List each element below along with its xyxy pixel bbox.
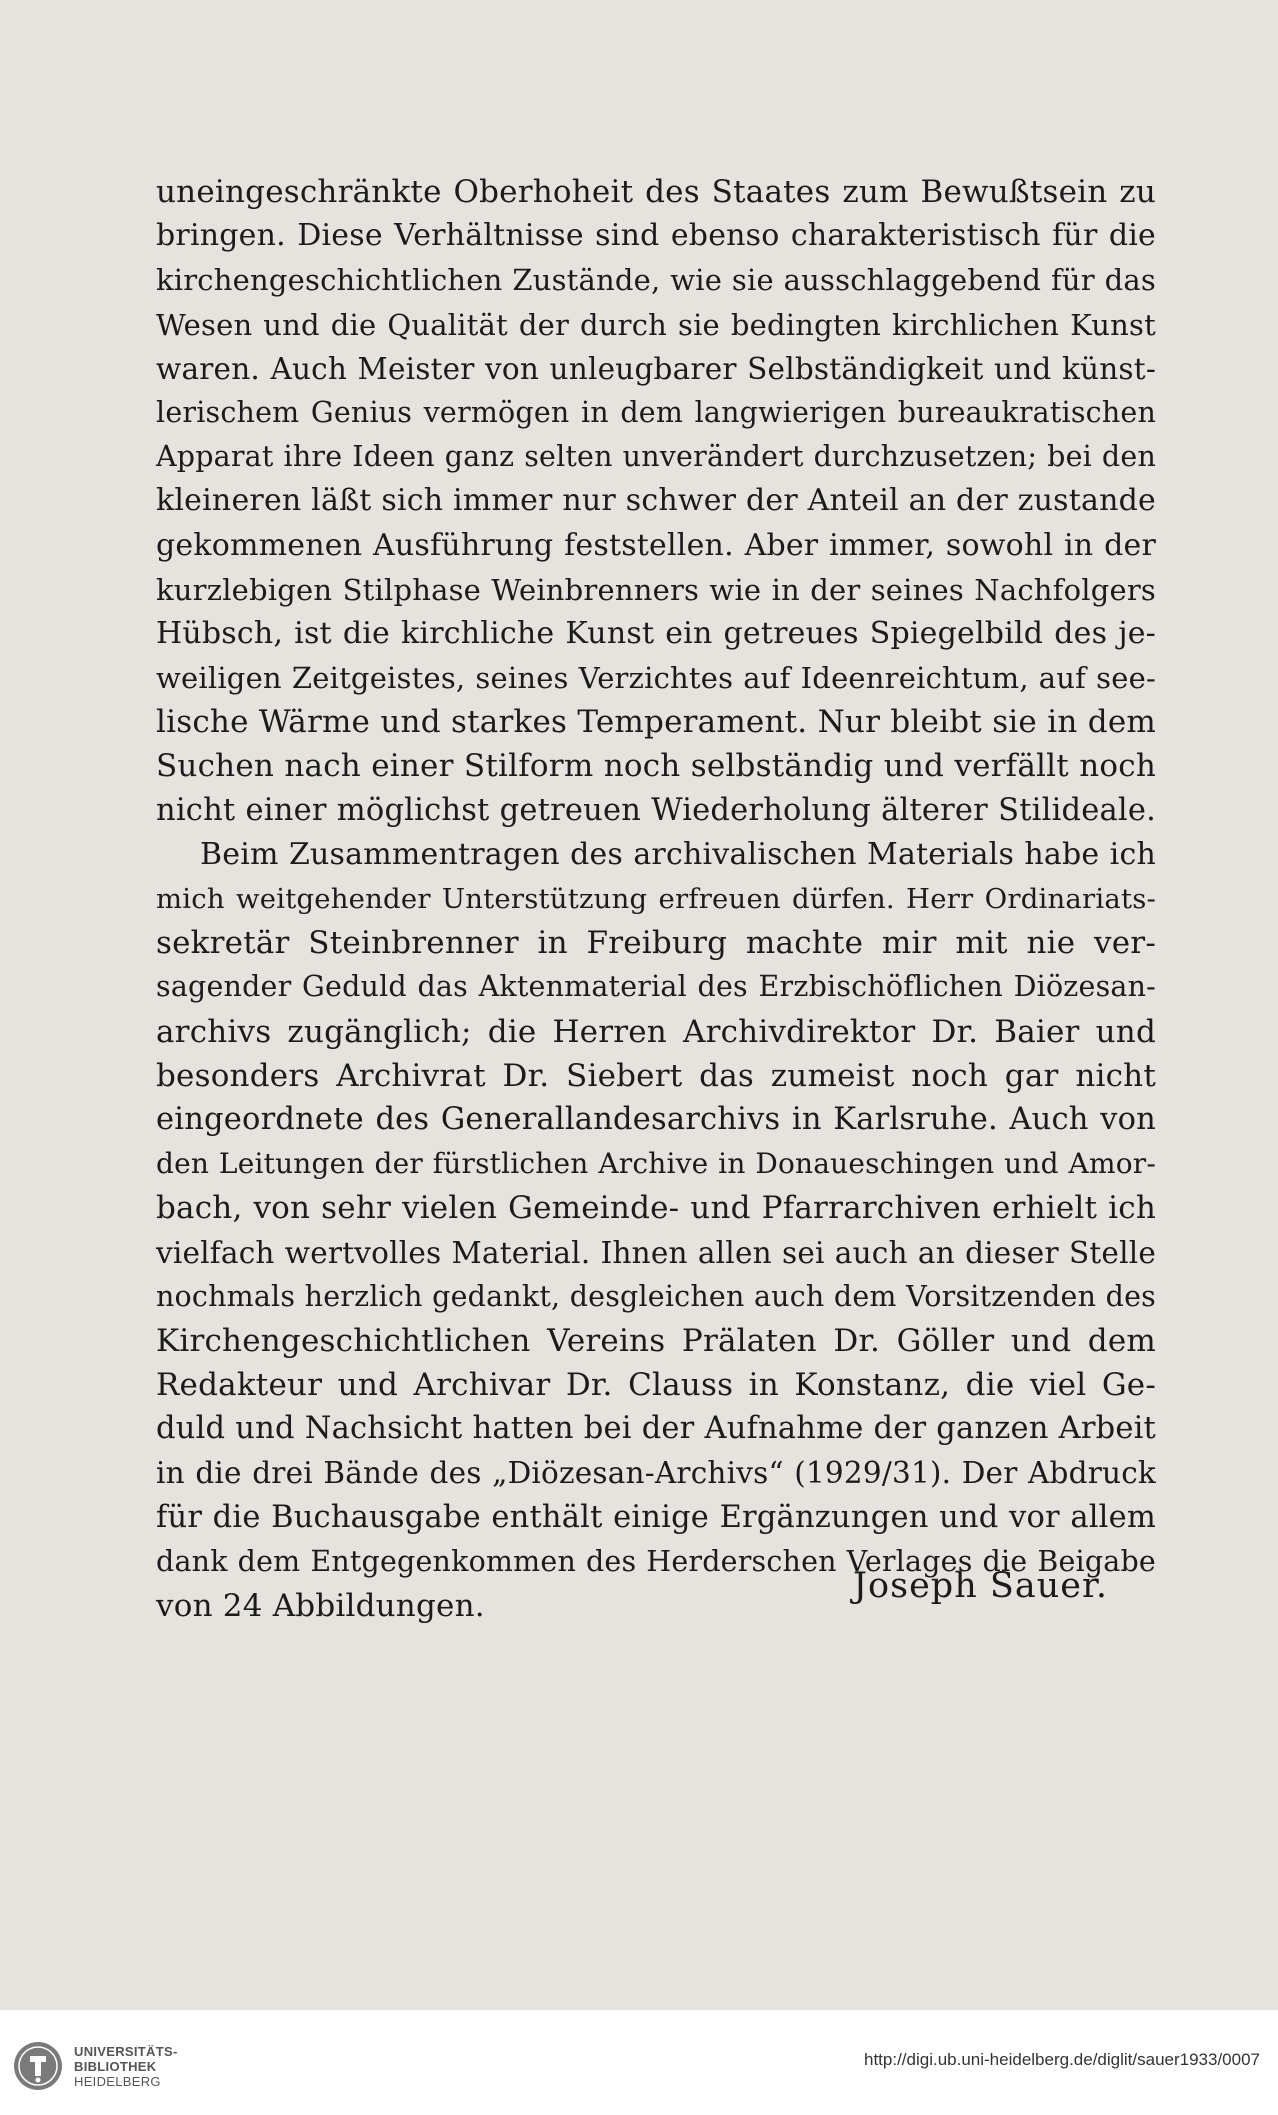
university-name	[74, 2044, 178, 2089]
text-line: duld und Nachsicht hatten bei der Aufnahme der ganzen Arbeit	[156, 1411, 1156, 1447]
text-line: nochmals herzlich gedankt, desgleichen auch dem Vorsitzenden des	[156, 1279, 1156, 1313]
text-line: besonders Archivrat Dr. Siebert das zumeist noch gar nicht	[156, 1057, 1156, 1094]
text-line: für die Buchausgabe enthält einige Ergänzungen und vor allem	[156, 1499, 1156, 1535]
text-line: Beim Zusammentragen des archivalischen Materials habe ich	[200, 836, 1156, 872]
text-line: lerischem Genius vermögen in dem langwierigen bureaukratischen	[156, 395, 1156, 429]
body-text	[156, 170, 1156, 1628]
text-line: bringen. Diese Verhältnisse sind ebenso charakteristisch für die	[156, 218, 1156, 254]
text-line: waren. Auch Meister von unleugbarer Selbständigkeit und künst-	[156, 351, 1156, 386]
text-line: dank dem Entgegenkommen des Herderschen Verlages die Beigabe	[156, 1544, 1156, 1578]
author-signature: Joseph Sauer.	[853, 1566, 1108, 1606]
university-name-line: UNIVERSITÄTS-	[74, 2044, 178, 2059]
text-line: Kirchengeschichtlichen Vereins Prälaten Dr. Göller und dem	[156, 1322, 1156, 1359]
text-line: sagender Geduld das Aktenmaterial des Erzbischöflichen Diözesan-	[156, 970, 1156, 1004]
text-line: bach, von sehr vielen Gemeinde- und Pfarrarchiven erhielt ich	[156, 1190, 1156, 1227]
text-line: kirchengeschichtlichen Zustände, wie sie ausschlaggebend für das	[156, 263, 1156, 298]
text-line: Hübsch, ist die kirchliche Kunst ein getreues Spiegelbild des je-	[156, 615, 1156, 651]
text-line: eingeordnete des Generallandesarchivs in Karlsruhe. Auch von	[156, 1101, 1156, 1137]
text-line: vielfach wertvolles Material. Ihnen allen sei auch an dieser Stelle	[156, 1235, 1156, 1270]
university-name-line: BIBLIOTHEK	[74, 2059, 157, 2074]
university-seal-icon	[12, 2040, 64, 2092]
text-line: Wesen und die Qualität der durch sie bedingten kirchlichen Kunst	[156, 307, 1156, 342]
text-line: lische Wärme und starkes Temperament. Nur bleibt sie in dem	[156, 704, 1156, 741]
text-line: in die drei Bände des „Diözesan-Archivs“ (1929/31). Der Abdruck	[156, 1456, 1156, 1491]
text-line: weiligen Zeitgeistes, seines Verzichtes auf Ideenreichtum, auf see-	[156, 661, 1156, 696]
text-line: sekretär Steinbrenner in Freiburg machte mir mit nie ver-	[156, 925, 1156, 962]
text-line: kleineren läßt sich immer nur schwer der Anteil an der zustande	[156, 483, 1156, 519]
text-line: uneingeschränkte Oberhoheit des Staates zum Bewußtsein zu	[156, 174, 1156, 210]
text-line: Apparat ihre Ideen ganz selten unverändert durchzusetzen; bei den	[156, 440, 1156, 474]
text-line: nicht einer möglichst getreuen Wiederholung älterer Stilideale.	[156, 792, 1156, 828]
text-line: mich weitgehender Unterstützung erfreuen dürfen. Herr Ordinariats-	[156, 883, 1156, 915]
permalink-url[interactable]: http://digi.ub.uni-heidelberg.de/diglit/sauer1933/0007	[863, 2050, 1260, 2069]
text-line: von 24 Abbildungen.	[156, 1588, 485, 1624]
text-line: kurzlebigen Stilphase Weinbrenners wie in der seines Nachfolgers	[156, 572, 1156, 607]
text-line: Redakteur und Archivar Dr. Clauss in Konstanz, die viel Ge-	[156, 1367, 1156, 1404]
library-footer	[0, 2010, 1278, 2115]
text-line: Suchen nach einer Stilform noch selbständig und verfällt noch	[156, 748, 1156, 785]
text-line: archivs zugänglich; die Herren Archivdirektor Dr. Baier und	[156, 1013, 1156, 1050]
text-line: den Leitungen der fürstlichen Archive in Donaueschingen und Amor-	[156, 1147, 1156, 1181]
university-name-line: HEIDELBERG	[74, 2074, 161, 2089]
text-line: gekommenen Ausführung feststellen. Aber immer, sowohl in der	[156, 527, 1156, 563]
